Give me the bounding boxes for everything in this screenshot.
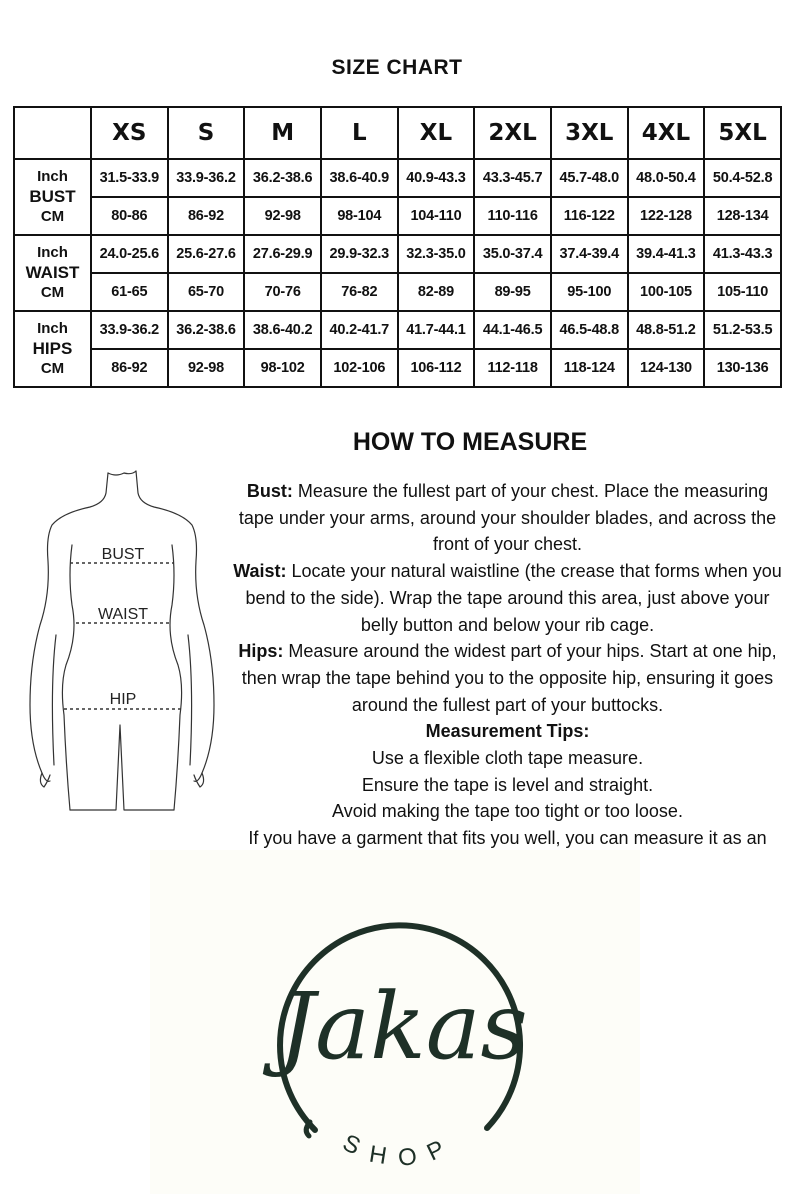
cm-value-cell: 100-105 (628, 273, 705, 311)
bust-instruction (230, 478, 785, 558)
size-header: 2XL (474, 107, 551, 159)
cm-value-cell: 118-124 (551, 349, 628, 387)
waist-instruction (230, 558, 785, 638)
cm-value-cell: 98-102 (244, 349, 321, 387)
measure-row-cm (14, 197, 781, 235)
cm-value-cell: 65-70 (168, 273, 245, 311)
unit-cm-label: CM (40, 284, 65, 301)
tip-item: Avoid making the tape too tight or too loose. (332, 801, 683, 822)
cm-value-cell: 95-100 (551, 273, 628, 311)
tip-item: If you have a garment that fits you well, you can measure it as an (248, 828, 767, 849)
inch-value-cell: 46.5-48.8 (551, 311, 628, 349)
cm-value-cell: 102-106 (321, 349, 398, 387)
cm-value-cell: 104-110 (398, 197, 475, 235)
measure-name: HIPS (32, 339, 73, 358)
inch-value-cell: 38.6-40.2 (244, 311, 321, 349)
inch-value-cell: 40.2-41.7 (321, 311, 398, 349)
unit-inch-label: Inch (37, 320, 68, 337)
waist-instruction-text: Locate your natural waistline (the crease that forms when you bend to the side). Wrap the tape around this area, just above your belly button and below your rib cage. (245, 561, 782, 635)
cm-value-cell: 92-98 (168, 349, 245, 387)
inch-value-cell: 31.5-33.9 (91, 159, 168, 197)
size-header-row (14, 107, 781, 159)
inch-value-cell: 37.4-39.4 (551, 235, 628, 273)
inch-value-cell: 43.3-45.7 (474, 159, 551, 197)
cm-value-cell: 112-118 (474, 349, 551, 387)
bust-instruction-text: Measure the fullest part of your chest. Place the measuring tape under your arms, around your shoulder blades, and across the front of your chest. (238, 481, 777, 555)
how-to-measure-heading: HOW TO MEASURE (352, 428, 588, 456)
inch-value-cell: 51.2-53.5 (704, 311, 781, 349)
inch-value-cell: 48.8-51.2 (628, 311, 705, 349)
inch-value-cell: 39.4-41.3 (628, 235, 705, 273)
cm-value-cell: 82-89 (398, 273, 475, 311)
unit-inch-label: Inch (37, 168, 68, 185)
inch-value-cell: 27.6-29.9 (244, 235, 321, 273)
cm-value-cell: 106-112 (398, 349, 475, 387)
tip-item: Use a flexible cloth tape measure. (371, 748, 644, 769)
size-header: XL (398, 107, 475, 159)
cm-value-cell: 128-134 (704, 197, 781, 235)
cm-value-cell: 61-65 (91, 273, 168, 311)
waist-instruction-label: Waist: (233, 561, 287, 582)
jakas-shop-logo (255, 890, 545, 1180)
size-header: L (321, 107, 398, 159)
cm-value-cell: 80-86 (91, 197, 168, 235)
measure-row-inch (14, 159, 781, 197)
figure-waist-label: WAIST (97, 606, 149, 623)
measure-name: WAIST (25, 263, 80, 282)
unit-cm-label: CM (40, 360, 65, 377)
cm-value-cell: 105-110 (704, 273, 781, 311)
logo-sub-text (338, 1129, 461, 1172)
body-measurement-figure (20, 465, 230, 825)
cm-value-cell: 116-122 (551, 197, 628, 235)
size-header: 4XL (628, 107, 705, 159)
size-header: 5XL (704, 107, 781, 159)
inch-value-cell: 38.6-40.9 (321, 159, 398, 197)
inch-value-cell: 29.9-32.3 (321, 235, 398, 273)
cm-value-cell: 110-116 (474, 197, 551, 235)
unit-cm-label: CM (40, 208, 65, 225)
measure-row-inch (14, 311, 781, 349)
tip-item: Ensure the tape is level and straight. (361, 774, 654, 795)
inch-value-cell: 35.0-37.4 (474, 235, 551, 273)
measure-row-cm (14, 273, 781, 311)
cm-value-cell: 86-92 (91, 349, 168, 387)
corner-cell (14, 107, 91, 159)
cm-value-cell: 124-130 (628, 349, 705, 387)
hips-instruction-label: Hips: (238, 641, 284, 662)
inch-value-cell: 41.7-44.1 (398, 311, 475, 349)
cm-value-cell: 130-136 (704, 349, 781, 387)
hips-instruction (230, 638, 785, 718)
cm-value-cell: 89-95 (474, 273, 551, 311)
cm-value-cell: 76-82 (321, 273, 398, 311)
unit-inch-label: Inch (37, 244, 68, 261)
inch-value-cell: 44.1-46.5 (474, 311, 551, 349)
inch-value-cell: 36.2-38.6 (168, 311, 245, 349)
measure-label-cell (14, 311, 91, 387)
inch-value-cell: 36.2-38.6 (244, 159, 321, 197)
inch-value-cell: 32.3-35.0 (398, 235, 475, 273)
measure-name: BUST (29, 187, 76, 206)
inch-value-cell: 50.4-52.8 (704, 159, 781, 197)
inch-value-cell: 45.7-48.0 (551, 159, 628, 197)
cm-value-cell: 122-128 (628, 197, 705, 235)
size-header: M (244, 107, 321, 159)
inch-value-cell: 41.3-43.3 (704, 235, 781, 273)
size-chart-table (13, 106, 782, 388)
size-header: S (168, 107, 245, 159)
figure-hip-label: HIP (109, 691, 137, 708)
hips-instruction-text: Measure around the widest part of your hips. Start at one hip, then wrap the tape behind you to the opposite hip, ensuring it goes around the fullest part of your buttocks. (241, 641, 777, 715)
logo-sub-path: SHOP (338, 1129, 462, 1173)
inch-value-cell: 40.9-43.3 (398, 159, 475, 197)
cm-value-cell: 86-92 (168, 197, 245, 235)
inch-value-cell: 33.9-36.2 (91, 311, 168, 349)
inch-value-cell: 48.0-50.4 (628, 159, 705, 197)
size-chart-title: SIZE CHART (331, 56, 463, 79)
bust-instruction-label: Bust: (246, 481, 293, 501)
inch-value-cell: 25.6-27.6 (168, 235, 245, 273)
cm-value-cell: 70-76 (244, 273, 321, 311)
inch-value-cell: 33.9-36.2 (168, 159, 245, 197)
measure-label-cell (14, 235, 91, 311)
figure-bust-label: BUST (101, 546, 145, 563)
measure-row-cm (14, 349, 781, 387)
size-header: XS (91, 107, 168, 159)
measure-label-cell (14, 159, 91, 235)
size-header: 3XL (551, 107, 628, 159)
inch-value-cell: 24.0-25.6 (91, 235, 168, 273)
logo-brand-text: Jakas (278, 973, 528, 1080)
tips-heading-text: Measurement Tips: (425, 721, 590, 742)
tips-heading (230, 718, 785, 745)
measurement-instructions (230, 478, 785, 879)
cm-value-cell: 92-98 (244, 197, 321, 235)
measure-row-inch (14, 235, 781, 273)
cm-value-cell: 98-104 (321, 197, 398, 235)
